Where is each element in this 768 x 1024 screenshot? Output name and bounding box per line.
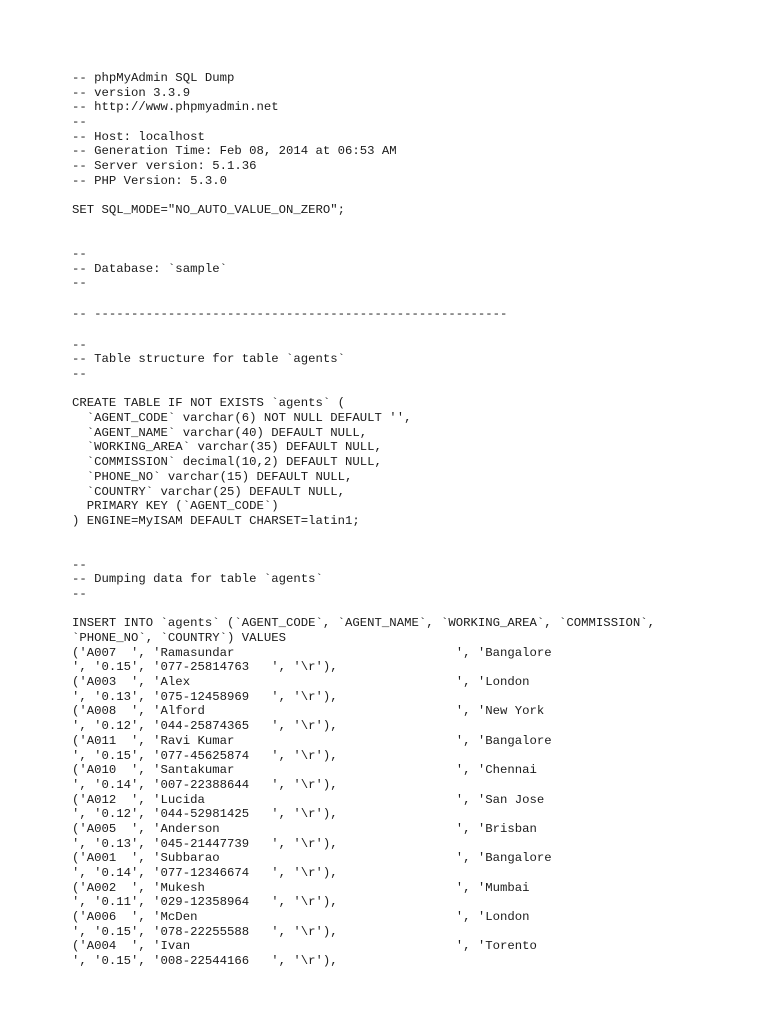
sql-line: `WORKING_AREA` varchar(35) DEFAULT NULL, <box>72 440 382 455</box>
sql-mode-statement: SET SQL_MODE="NO_AUTO_VALUE_ON_ZERO"; <box>72 203 346 218</box>
comment-line: -- Generation Time: Feb 08, 2014 at 06:53 AM <box>72 144 397 159</box>
comment-line: -- Host: localhost <box>72 129 205 144</box>
insert-row: ', '0.13', '045-21447739 ', '\r'), <box>72 836 338 851</box>
insert-row: ('A012 ', 'Lucida ', 'San Jose <box>72 792 545 807</box>
sql-line: PRIMARY KEY (`AGENT_CODE`) <box>72 499 279 514</box>
insert-row: ', '0.12', '044-52981425 ', '\r'), <box>72 807 338 822</box>
insert-statement <box>72 616 752 998</box>
insert-row <box>72 984 752 999</box>
insert-row: ', '0.14', '007-22388644 ', '\r'), <box>72 777 338 792</box>
sql-line: `AGENT_NAME` varchar(40) DEFAULT NULL, <box>72 425 368 440</box>
comment-line: -- <box>72 276 87 291</box>
comment-line: -- Dumping data for table `agents` <box>72 572 323 587</box>
sql-dump-document <box>72 71 752 998</box>
comment-line: -- phpMyAdmin SQL Dump <box>72 71 235 85</box>
comment-line: -- <box>72 557 87 572</box>
insert-row: ('A005 ', 'Anderson ', 'Brisban <box>72 821 537 836</box>
comment-line: -- <box>72 367 87 381</box>
insert-row <box>72 969 752 984</box>
sql-line: `PHONE_NO`, `COUNTRY`) VALUES <box>72 631 287 645</box>
sql-line: ) ENGINE=MyISAM DEFAULT CHARSET=latin1; <box>72 513 360 528</box>
separator-line: -- -------------------------------------------------------- <box>72 306 508 321</box>
comment-line: -- Server version: 5.1.36 <box>72 159 257 174</box>
comment-line: -- <box>72 115 87 130</box>
insert-row: ('A011 ', 'Ravi Kumar ', 'Bangalore <box>72 733 552 748</box>
comment-line: -- <box>72 337 87 352</box>
comment-line: -- PHP Version: 5.3.0 <box>72 173 227 188</box>
insert-row: ', '0.15', '077-45625874 ', '\r'), <box>72 748 338 763</box>
insert-row: ', '0.15', '008-22544166 ', '\r'), <box>72 954 338 969</box>
sql-line: `AGENT_CODE` varchar(6) NOT NULL DEFAULT '', <box>72 411 412 426</box>
insert-row: ('A008 ', 'Alford ', 'New York <box>72 704 545 719</box>
insert-row: ', '0.14', '077-12346674 ', '\r'), <box>72 866 338 880</box>
insert-row: ('A010 ', 'Santakumar ', 'Chennai <box>72 763 537 778</box>
sql-line: `COUNTRY` varchar(25) DEFAULT NULL, <box>72 484 346 499</box>
dump-data-comment <box>72 558 752 602</box>
insert-row: ', '0.12', '044-25874365 ', '\r'), <box>72 719 338 734</box>
insert-row: ('A007 ', 'Ramasundar ', 'Bangalore <box>72 645 552 660</box>
comment-line: -- <box>72 246 87 261</box>
insert-row: ('A006 ', 'McDen ', 'London <box>72 910 530 925</box>
insert-row: ('A003 ', 'Alex ', 'London <box>72 675 530 690</box>
database-comment <box>72 247 752 291</box>
insert-row: ('A001 ', 'Subbarao ', 'Bangalore <box>72 851 552 866</box>
sql-line: `COMMISSION` decimal(10,2) DEFAULT NULL, <box>72 455 382 470</box>
comment-line: -- Table structure for table `agents` <box>72 352 346 367</box>
insert-row: ('A004 ', 'Ivan ', 'Torento <box>72 939 537 954</box>
sql-line: CREATE TABLE IF NOT EXISTS `agents` ( <box>72 396 346 411</box>
insert-row: ', '0.11', '029-12358964 ', '\r'), <box>72 895 338 910</box>
insert-row: ', '0.15', '078-22255588 ', '\r'), <box>72 924 338 939</box>
sql-line: INSERT INTO `agents` (`AGENT_CODE`, `AGENT_NAME`, `WORKING_AREA`, `COMMISSION`, <box>72 616 655 631</box>
insert-row: ('A002 ', 'Mukesh ', 'Mumbai <box>72 880 530 895</box>
create-table-statement <box>72 396 752 528</box>
insert-row: ', '0.15', '077-25814763 ', '\r'), <box>72 660 338 675</box>
table-structure-comment <box>72 338 752 382</box>
comment-line: -- Database: `sample` <box>72 261 227 276</box>
dump-header-comments <box>72 71 752 189</box>
comment-line: -- version 3.3.9 <box>72 85 191 100</box>
sql-line: `PHONE_NO` varchar(15) DEFAULT NULL, <box>72 469 353 484</box>
comment-line: -- http://www.phpmyadmin.net <box>72 100 279 115</box>
comment-line: -- <box>72 586 87 601</box>
insert-row: ', '0.13', '075-12458969 ', '\r'), <box>72 689 338 704</box>
